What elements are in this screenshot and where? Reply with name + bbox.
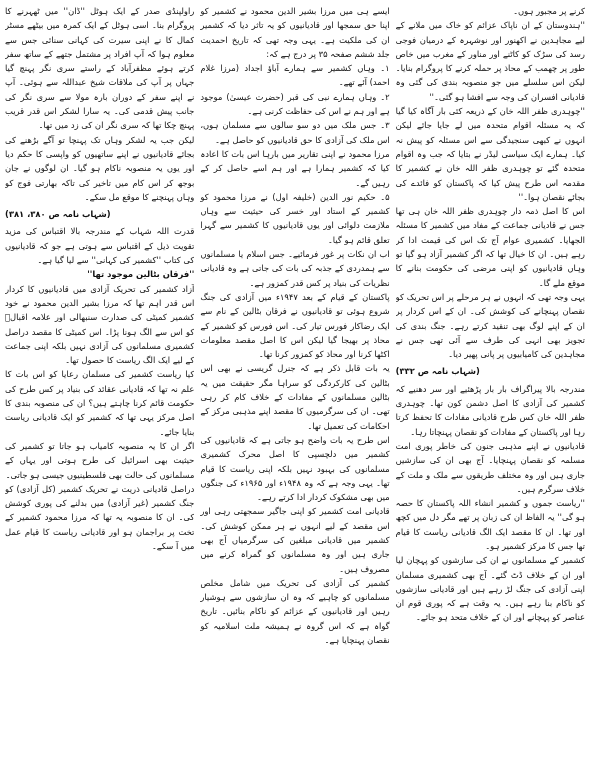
- paragraph: قادیانیوں نے اپنے مذہبی جنون کی خاطر پوری امت مسلمہ کو نقصان پہنچایا۔ آج بھی ان کی سازشیں جاری ہیں اور وہ مختلف طریقوں سے ملک و ملت کے خلاف سرگرم ہیں۔: [395, 440, 585, 494]
- paragraph: قدرت اللہ شہاب کے مندرجہ بالا اقتباس کی مزید تقویت ذیل کے اقتباس سے ہوتی ہے جو کہ قادیانیوں کی کتاب ''کشمیر کی کہانی'' سے لیا گیا ہے۔: [5, 226, 195, 266]
- paragraph: ''ہندوستان کے ان ناپاک عزائم کو خاک میں ملانے کے لیے مجاہدین نے اکھنور اور نوشہرہ کے درمیان فوجی رسد کی سڑک کو کاٹنے اور مناور کے مغرب میں خاص طور پر چھمب کے محاذ پر حملہ کرنے کا پروگرام بنایا۔ لیکن اس سلسلے میں جو منصوبہ بندی کی گئی وہ قادیانی افسران کی وجہ سے افشا ہو گئی۔'': [395, 20, 585, 102]
- numbered-point: ۳۔ جس ملک میں دو سو سالوں سے مسلمان ہوں، اس ملک کی آزادی کا حق قادیانیوں کو حاصل ہے۔: [200, 120, 390, 145]
- paragraph: راولپنڈی صدر کے ایک ہوٹل ''ڈان'' میں ٹھہرنے کا پروگرام بنا۔ اسی ہوٹل کے ایک کمرہ میں بیٹھے مسٹر کمال کا نے اپنی سیرت کی کہانی سنائی جس سے معلوم ہوا کہ آپ افراد پر مشتمل جتھے کے ساتھ سفر کرتے ہوئے مظفرآباد کے راستے سری نگر پہنچ گیا جہاں پر آپ کی ملاقات شیخ عبداللہ سے ہوئی۔ آپ نے اپنے سفر کے دوران بارہ مولا سے سری نگر کی جانب پیش قدمی کی۔ یہ سارا لشکر اس قدر قریب پہنچ چکا تھا کہ سری نگر ان کی زد میں تھا۔: [5, 6, 195, 131]
- source-citation: (شہاب نامہ ص ۳۳۲): [395, 366, 480, 377]
- paragraph: اس کا اصل ذمہ دار چوہدری ظفر اللہ خان ہی تھا جس نے قادیانی جماعت کے مفاد میں کشمیر کا مسئلہ الجھایا۔ کشمیری عوام آج تک اس کی قیمت ادا کر رہے ہیں۔ ان کا خیال تھا کہ اگر کشمیر آزاد ہو گیا تو وہاں قادیانیوں کو اپنی مرضی کی حکومت بنانے کا موقع ملے گا۔: [395, 206, 585, 288]
- numbered-point: ۱۔ وہاں کشمیر سے ہمارے آباؤ اجداد (مرزا غلام احمد) آئے تھے۔: [200, 63, 390, 88]
- paragraph: یہ بات قابل ذکر ہے کہ جنرل گریسی نے بھی اس بٹالین کی کارکردگی کو سراہا مگر حقیقت میں یہ بٹالین مسلمانوں کے مفادات کے خلاف کام کر رہی تھی۔ ان کی سرگرمیوں کا مقصد اپنے مذہبی مرکز کے احکامات کی تعمیل تھا۔: [200, 363, 390, 431]
- paragraph: مرزا محمود نے اپنی تقاریر میں بارہا اس بات کا اعادہ کیا کہ کشمیر ہمارا ہے اور ہم اسے حاصل کر کے رہیں گے۔: [200, 148, 390, 188]
- paragraph: کرنے پر مجبور ہوں۔: [513, 6, 585, 16]
- paragraph: پاکستان کے قیام کے بعد ۱۹۴۷ء میں آزادی کی جنگ شروع ہوئی تو قادیانیوں نے فرقان بٹالین کے نام سے ایک رضاکار فورس تیار کی۔ اس فورس کو کشمیر کے محاذ پر بھیجا گیا لیکن اس کا اصل مقصد معلومات اکٹھا کرنا اور محاذ کو کمزور کرنا تھا۔: [200, 291, 390, 360]
- paragraph: کشمیر کے مسلمانوں نے ان کی سازشوں کو پہچان لیا اور ان کے خلاف ڈٹ گئے۔ آج بھی کشمیری مسلمان اپنی آزادی کی جنگ لڑ رہے ہیں اور قادیانی سازشوں کو ناکام بنا رہے ہیں۔ یہ وقت ہے کہ پوری قوم ان عناصر کو پہچانے اور ان کے خلاف متحد ہو جائے۔: [395, 555, 585, 623]
- source-citation: (شہاب نامہ ص ۳۸۰، ۳۸۱): [5, 209, 111, 220]
- paragraph: دراصل قادیانی ذریت نے تحریک کشمیر (کل آزادی) کو جنگ کشمیر (غیر آزادی) میں بدلنے کی پوری کوشش کی۔ ان کا منصوبہ یہ تھا کہ مرزا محمود کشمیر کے تخت پر براجمان ہو اور قادیانی ریاست کا قیام عمل میں آ سکے۔: [5, 483, 195, 551]
- paragraph: یہی وجہ تھی کہ انہوں نے ہر مرحلے پر اس تحریک کو نقصان پہنچانے کی کوشش کی۔ ان کے اس کردار پر ان کے اپنے لوگ بھی تنقید کرتے رہے۔ جنگ بندی کی تجویز بھی انہی کی طرف سے آئی تھی جس نے مجاہدین کی کامیابیوں پر پانی پھیر دیا۔: [395, 291, 585, 360]
- paragraph: کشمیر کی آزادی کی تحریک میں شامل مخلص مسلمانوں کو چاہیے کہ وہ ان سازشوں سے ہوشیار رہیں اور قادیانیوں کے عزائم کو ناکام بنائیں۔ تاریخ گواہ ہے کہ اس گروہ نے ہمیشہ ملت اسلامیہ کو نقصان پہنچایا ہے۔: [200, 577, 390, 646]
- paragraph: اگر ان کا یہ منصوبہ کامیاب ہو جاتا تو کشمیر کی حیثیت بھی اسرائیل کی طرح ہوتی اور یہاں کے مسلمانوں کی حالت بھی فلسطینیوں جیسی ہو جاتی۔: [5, 440, 195, 480]
- paragraph: مندرجہ بالا پیراگراف بار بار پڑھئیے اور سر دھنیے کہ کشمیر کی آزادی کا اصل دشمن کون تھا۔ چوہدری ظفر اللہ خان کس طرح قادیانی مفادات کا تحفظ کرتا رہا اور پاکستان کے مفادات کو نقصان پہنچاتا رہا۔: [395, 383, 585, 437]
- paragraph: قادیانی امت کشمیر کو اپنی جاگیر سمجھتی رہی اور اس مقصد کے لیے انہوں نے ہر ممکن کوشش کی۔ کشمیر میں قادیانی مبلغین کی سرگرمیاں آج بھی جاری ہیں اور وہ مسلمانوں کو گمراہ کرنے میں مصروف ہیں۔: [200, 506, 390, 574]
- paragraph: ایسے ہی میں مرزا بشیر الدین محمود نے کشمیر کو اپنا حق سمجھا اور قادیانیوں کو یہ تاثر دیا کہ کشمیر ان کی ملکیت ہے۔ یہی وجہ تھی کہ تاریخ احمدیت جلد ششم صفحہ ۳۵ پر درج ہے کہ:: [200, 6, 390, 59]
- column-right: [5, 4, 194, 769]
- subheading: ''فرقان بٹالین موجود تھا'': [87, 269, 195, 280]
- paragraph: کیا ریاست کشمیر کی مسلمان رعایا کو اس بات کا علم نہ تھا کہ قادیانی عقائد کی بنیاد پر کس طرح کی حکومت قائم کرنا چاہتے ہیں؟ ان کی منصوبہ بندی کا اصل مرکز یہی تھا کہ کشمیر کو ایک قادیانی ریاست بنایا جائے۔: [5, 369, 195, 437]
- paragraph: ''چوہدری ظفر اللہ خان کے ذریعہ کئی بار آگاہ کیا گیا کہ یہ مسئلہ اقوام متحدہ میں لے جایا جائے لیکن انہوں نے کبھی سنجیدگی سے اس مسئلہ کو پیش نہ کیا۔ ہمارے ایک سیاسی لیڈر نے بتایا کہ جب وہ اقوام متحدہ گئے تو چوہدری ظفر اللہ خان نے کشمیر کا مقدمہ اس طرح پیش کیا کہ پاکستان کو فائدے کی بجائے نقصان ہوا۔'': [395, 106, 585, 202]
- paragraph: ''ریاست جموں و کشمیر انشاء اللہ پاکستان کا حصہ ہو گی'' یہ الفاظ ان کی زبان پر تھے مگر دل میں کچھ اور تھا۔ ان کا مقصد ایک الگ قادیانی ریاست کا قیام تھا جس کا مرکز کشمیر ہو۔: [395, 498, 585, 551]
- column-middle: [200, 4, 389, 769]
- numbered-point: ۲۔ وہاں ہمارے نبی کی قبر (حضرت عیسیٰ) موجود ہے اور ہم نے اس کی حفاظت کرنی ہے۔: [200, 91, 390, 117]
- paragraph: اس طرح یہ بات واضح ہو جاتی ہے کہ قادیانیوں کی کشمیر میں دلچسپی کا اصل محرک کشمیری مسلمانوں کی بہبود نہیں بلکہ اپنی ریاست کا قیام تھا۔ یہی وجہ ہے کہ وہ ۱۹۴۸ء اور ۱۹۶۵ء کی جنگوں میں بھی مشکوک کردار ادا کرتے رہے۔: [200, 434, 390, 503]
- paragraph: اب ان نکات پر غور فرمائیے۔ جس اسلام یا مسلمانوں سے ہمدردی کے جذبہ کی بات کی جاتی ہے وہ قادیانی نظریات کی بنیاد پر کس قدر کمزور ہے۔: [200, 249, 390, 288]
- paragraph: آزاد کشمیر کی تحریک آزادی میں قادیانیوں کا کردار اس قدر اہم تھا کہ مرزا بشیر الدین محمود نے خود کشمیر کمیٹی کی صدارت سنبھالی اور علامہ اقبالؒ کو اس سے الگ ہونا پڑا۔ اس کمیٹی کا مقصد دراصل کشمیری مسلمانوں کی آزادی نہیں بلکہ اپنی جماعت کے لیے ایک الگ ریاست کا حصول تھا۔: [5, 283, 195, 366]
- column-left: [396, 4, 585, 769]
- paragraph: ۵۔ حکیم نور الدین (خلیفہ اول) نے مرزا محمود کو کشمیر کے استاد اور خسر کی حیثیت سے وہاں ملازمت دلوائی اور یوں قادیانیوں کا کشمیر سے گہرا تعلق قائم ہو گیا۔: [200, 191, 390, 245]
- paragraph: لیکن جب یہ لشکر وہاں تک پہنچا تو آگے بڑھنے کی بجائے قادیانیوں نے اپنے ساتھیوں کو واپسی کا حکم دیا اور یوں یہ منصوبہ ناکام ہو گیا۔ ان لوگوں نے جان بوجھ کر اس کام میں تاخیر کی تاکہ بھارتی فوج کو وہاں پہنچنے کا موقع مل سکے۔: [5, 134, 195, 202]
